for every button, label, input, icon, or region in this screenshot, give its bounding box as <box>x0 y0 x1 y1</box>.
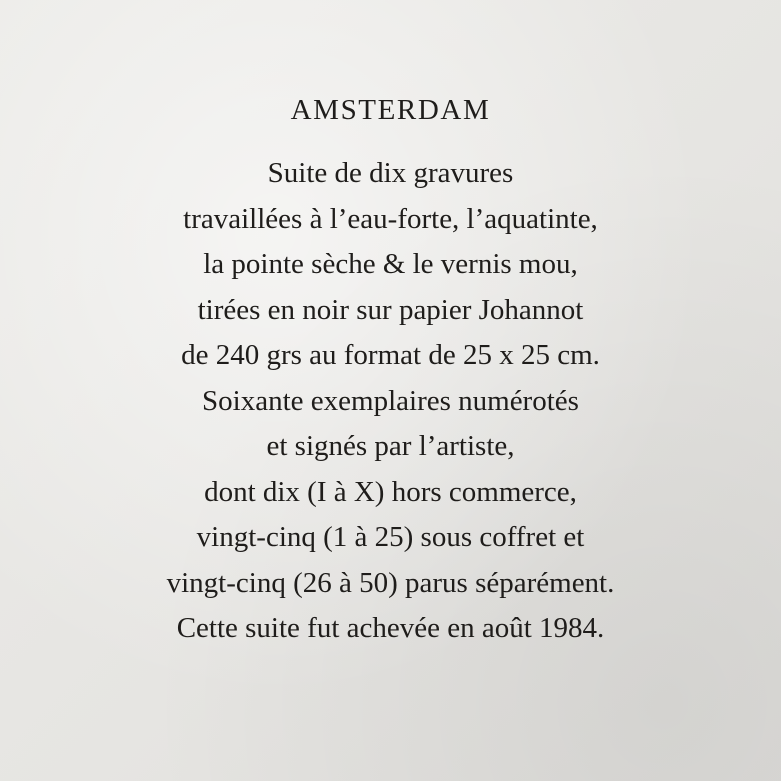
text-line: vingt-cinq (1 à 25) sous coffret et <box>196 521 585 553</box>
text-line: tirées en noir sur papier Johannot <box>197 293 584 326</box>
text-line: Suite de dix gravures <box>267 157 514 189</box>
text-line: et signés par l’artiste, <box>266 430 515 462</box>
text-line: la pointe sèche & le vernis mou, <box>203 248 578 280</box>
page-title: AMSTERDAM <box>290 94 491 126</box>
text-line: de 240 grs au format de 25 x 25 cm. <box>181 339 600 371</box>
text-line: Soixante exemplaires numérotés <box>202 384 579 417</box>
text-line: Cette suite fut achevée en août 1984. <box>176 612 605 644</box>
text-line: dont dix (I à X) hors commerce, <box>204 475 577 508</box>
colophon-text <box>0 151 781 652</box>
colophon-block <box>0 92 781 652</box>
text-line: travaillées à l’eau-forte, l’aquatinte, <box>183 202 598 235</box>
text-line: vingt-cinq (26 à 50) parus séparément. <box>166 566 615 599</box>
